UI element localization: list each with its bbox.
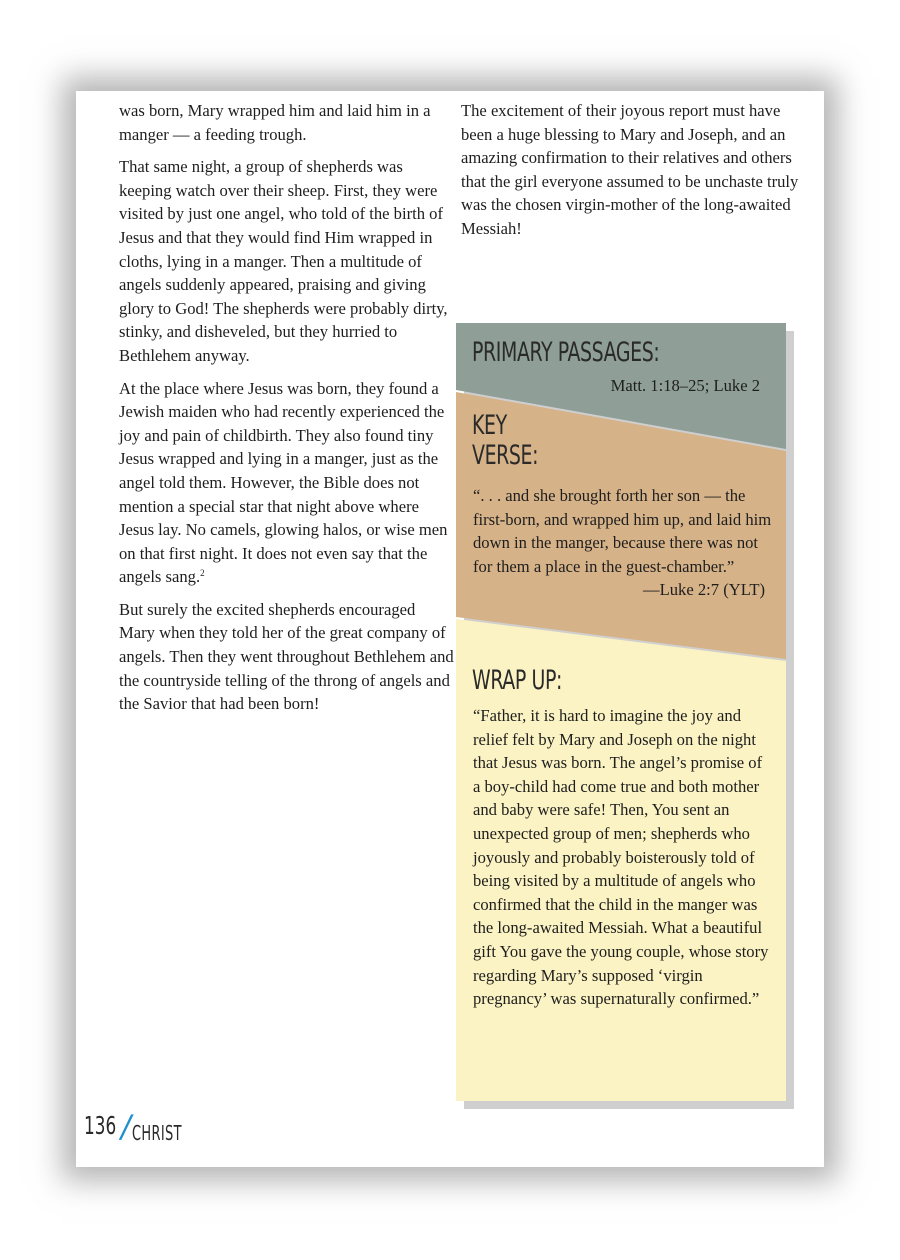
book-page [76, 91, 824, 1167]
key-verse-citation: —Luke 2:7 (YLT) [643, 580, 765, 600]
primary-passages-reference: Matt. 1:18–25; Luke 2 [610, 376, 760, 395]
paragraph-2: That same night, a group of shepherds was keeping watch over their sheep. First, they were visited by just one angel, who told of the birth of Jesus and that they would find Him wrapped in cloths, lying in a manger. Then a multitude of angels suddenly appeared, praising and giving glory to God! The shepherds were probably dirty, stinky, and disheveled, but they hurried to Bethlehem anyway. [119, 157, 448, 365]
paragraph-3 [119, 377, 454, 589]
sidebar-panel [456, 323, 786, 1101]
paragraph-1: was born, Mary wrapped him and laid him in a manger — a feeding trough. [119, 101, 431, 144]
key-verse-heading-line2: VERSE: [472, 440, 539, 471]
key-verse-text: “. . . and she brought forth her son — the first-born, and wrapped him up, and laid him down in the manger, because there was not for them a place in the guest-chamber.” [473, 486, 772, 576]
right-column [461, 99, 801, 250]
key-verse-heading-line1: KEY [472, 410, 507, 441]
key-verse-heading [472, 411, 538, 471]
wrap-up-heading: WRAP UP: [472, 665, 563, 696]
sidebar-box [456, 323, 796, 1103]
paragraph-4: But surely the excited shepherds encouraged Mary when they told her of the great company of angels. Then they went throughout Bethlehem and the countryside telling of the throng of angels and the Savior that had been born! [119, 599, 454, 714]
wrap-up-text: “Father, it is hard to imagine the joy and relief felt by Mary and Joseph on the night that Jesus was born. The angel’s promise of a boy-child had come true and both mother and baby were safe! Then, You sent an unexpected group of men; shepherds who joyously and probably boisterously told of being visited by a multitude of angels who confirmed that the child in the manger was the long-awaited Messiah. What a beautiful gift You gave the young couple, whose story regarding Mary’s supposed ‘virgin pregnancy’ was supernaturally confirmed.” [473, 706, 769, 1009]
footnote-marker[interactable]: 2 [200, 568, 205, 579]
page-number: 136 [84, 1111, 117, 1140]
book-title: CHRIST [132, 1121, 182, 1145]
paragraph-5: The excitement of their joyous report must have been a huge blessing to Mary and Joseph, and an amazing confirmation to their relatives and others that the girl everyone assumed to be unchaste truly was the chosen virgin-mother of the long-awaited Messiah! [461, 101, 799, 238]
key-verse-text-block [473, 484, 773, 602]
footer-slash: / [117, 1109, 135, 1145]
left-column [119, 99, 454, 725]
paragraph-3-text: At the place where Jesus was born, they found a Jewish maiden who had recently experienced the joy and pain of childbirth. They also found tiny Jesus wrapped and lying in a manger, just as the angel told them. However, the Bible does not mention a special star that night above where Jesus lay. No camels, glowing halos, or wise men on that first night. It does not even say that the angels sang. [119, 378, 448, 587]
primary-passages-heading: PRIMARY PASSAGES: [472, 337, 660, 368]
